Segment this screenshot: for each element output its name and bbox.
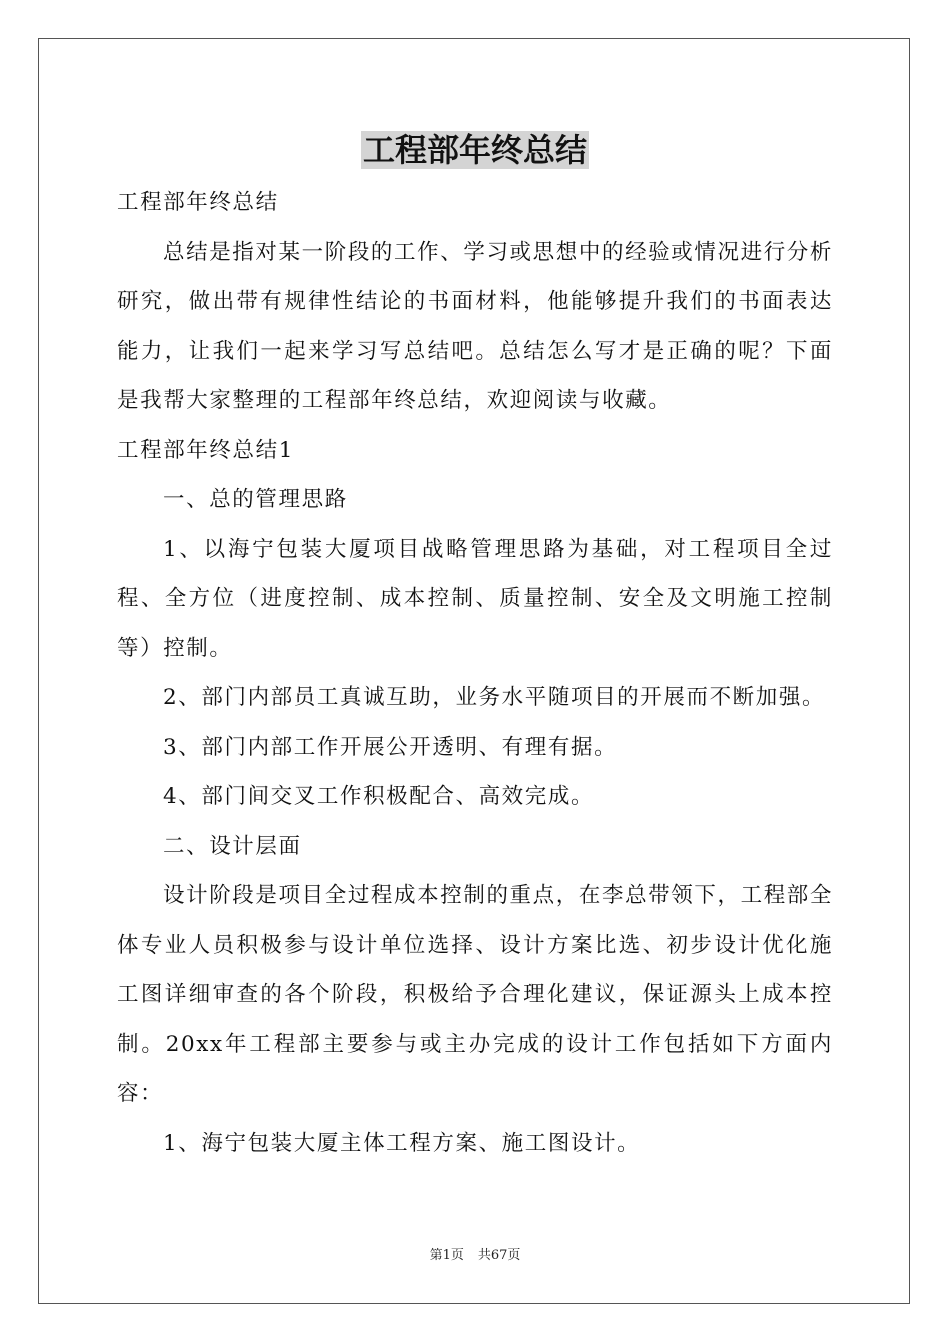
paragraph-item-3: 3、部门内部工作开展公开透明、有理有据。 — [163, 734, 618, 760]
paragraph-design: 设计阶段是项目全过程成本控制的重点，在李总带领下，工程部全体专业人员积极参与设计单位选择、设计方案比选、初步设计优化施工图详细审查的各个阶段，积极给予合理化建议，保证源头上成本控制。20xx年工程部主要参与或主办完成的设计工作包括如下方面内容： — [117, 883, 833, 1106]
paragraph-design-item-1: 1、海宁包装大厦主体工程方案、施工图设计。 — [163, 1130, 641, 1156]
paragraph-intro: 总结是指对某一阶段的工作、学习或思想中的经验或情况进行分析研究，做出带有规律性结论的书面材料，他能够提升我们的书面表达能力，让我们一起来学习写总结吧。总结怎么写才是正确的呢？下面是我帮大家整理的工程部年终总结，欢迎阅读与收藏。 — [117, 239, 833, 413]
document-title — [0, 128, 950, 172]
page-total: 共67页 — [477, 1248, 521, 1263]
section-heading-summary-1: 工程部年终总结1 — [117, 437, 294, 463]
page-footer — [0, 1247, 950, 1265]
document-body — [117, 178, 833, 1168]
document-title-text: 工程部年终总结 — [362, 131, 587, 169]
paragraph-item-1: 1、以海宁包装大厦项目战略管理思路为基础，对工程项目全过程、全方位（进度控制、成本控制、质量控制、安全及文明施工控制等）控制。 — [117, 536, 833, 661]
page-number: 第1页 — [429, 1248, 464, 1263]
paragraph-item-4: 4、部门间交叉工作积极配合、高效完成。 — [163, 784, 595, 809]
document-subtitle: 工程部年终总结 — [117, 190, 279, 215]
section-heading-management: 一、总的管理思路 — [163, 487, 348, 512]
paragraph-item-2: 2、部门内部员工真诚互助，业务水平随项目的开展而不断加强。 — [163, 685, 826, 710]
section-heading-design: 二、设计层面 — [163, 833, 302, 859]
